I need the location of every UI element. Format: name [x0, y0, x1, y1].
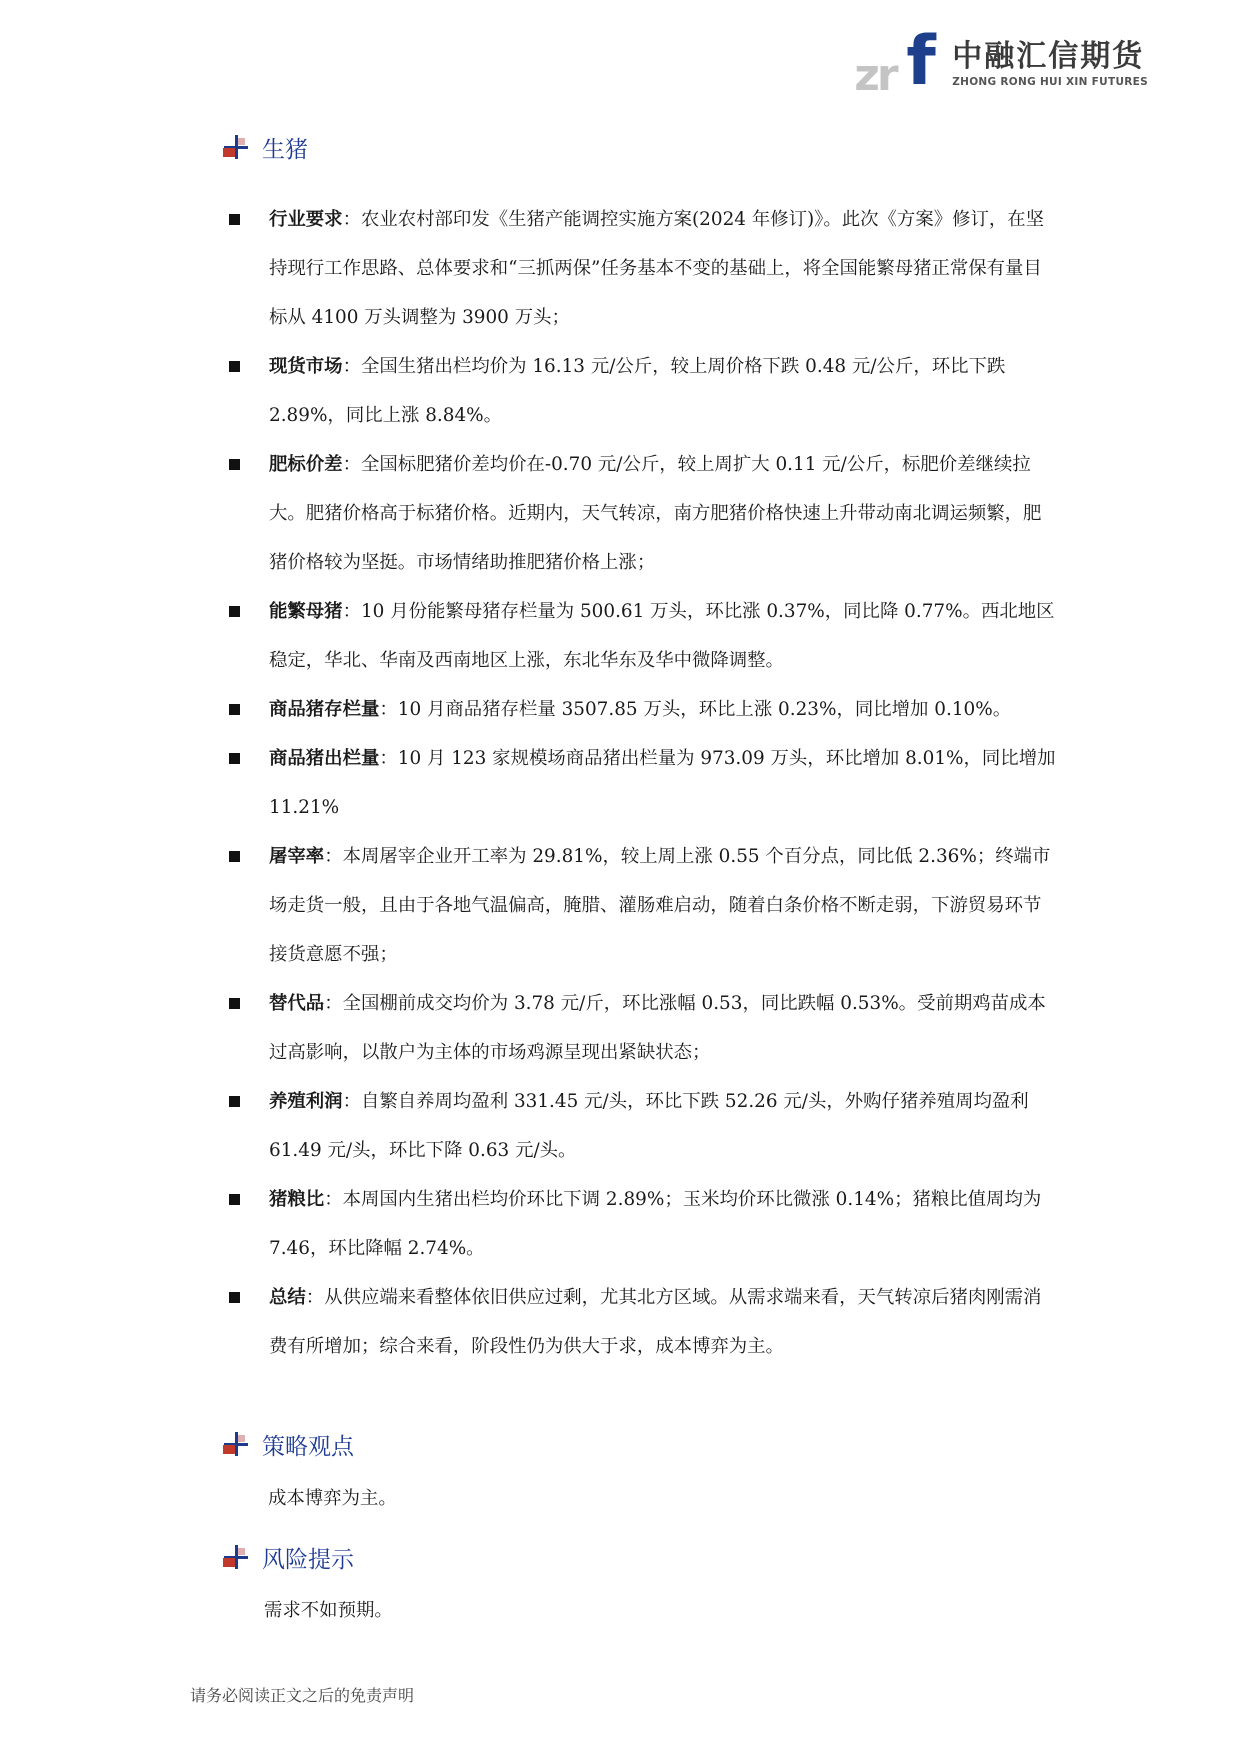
list-item: [226, 440, 1056, 587]
logo-english-name: ZHONG RONG HUI XIN FUTURES: [952, 76, 1148, 88]
item-text: ：全国棚前成交均价为 3.78 元/斤，环比涨幅 0.53，同比跌幅 0.53%。受前期鸡苗成本过高影响，以散户为主体的市场鸡源呈现出紧缺状态；: [269, 993, 1046, 1063]
square-bullet-icon: [229, 1096, 240, 1107]
item-label: 养殖利润: [269, 1091, 343, 1112]
section-heading-pig: [226, 131, 308, 164]
item-label: 能繁母猪: [269, 601, 343, 622]
item-text: ：从供应端来看整体依旧供应过剩，尤其北方区域。从需求端来看，天气转凉后猪肉刚需消费有所增加；综合来看，阶段性仍为供大于求，成本博弈为主。: [269, 1287, 1042, 1357]
square-bullet-icon: [229, 606, 240, 617]
square-bullet-icon: [229, 998, 240, 1009]
item-text: ：自繁自养周均盈利 331.45 元/头，环比下跌 52.26 元/头，外购仔猪养殖周均盈利 61.49 元/头，环比下降 0.63 元/头。: [269, 1091, 1029, 1161]
item-label: 商品猪出栏量: [269, 748, 380, 769]
section-cross-icon: [226, 1434, 248, 1456]
item-text: ：10 月份能繁母猪存栏量为 500.61 万头，环比涨 0.37%，同比降 0.77%。西北地区稳定，华北、华南及西南地区上涨，东北华东及华中微降调整。: [269, 601, 1055, 671]
square-bullet-icon: [229, 214, 240, 225]
strategy-text: 成本博弈为主。: [268, 1488, 397, 1509]
list-item: [226, 832, 1056, 979]
company-logo: [854, 22, 1148, 101]
item-label: 肥标价差: [269, 454, 343, 475]
item-label: 屠宰率: [269, 846, 325, 867]
item-text: ：本周国内生猪出栏均价环比下调 2.89%；玉米均价环比微涨 0.14%；猪粮比值周均为 7.46，环比降幅 2.74%。: [269, 1189, 1042, 1259]
section-title: 策略观点: [262, 1434, 354, 1460]
square-bullet-icon: [229, 361, 240, 372]
logo-chinese-name: 中融汇信期货: [952, 39, 1145, 74]
list-item: [226, 342, 1056, 440]
item-label: 猪粮比: [269, 1189, 325, 1210]
section-title: 生猪: [262, 137, 308, 163]
section-heading-risk: [226, 1541, 354, 1574]
section-cross-icon: [226, 1547, 248, 1569]
item-label: 商品猪存栏量: [269, 699, 380, 720]
item-text: ：农业农村部印发《生猪产能调控实施方案(2024 年修订)》。此次《方案》修订，在坚持现行工作思路、总体要求和“三抓两保”任务基本不变的基础上，将全国能繁母猪正常保有量目标从 4100 万头调整为 3900 万头；: [269, 209, 1045, 328]
item-label: 现货市场: [269, 356, 343, 377]
section-title: 风险提示: [262, 1547, 354, 1573]
square-bullet-icon: [229, 851, 240, 862]
list-item: [226, 685, 1056, 734]
disclaimer-footer: 请务必阅读正文之后的免责声明: [190, 1686, 415, 1705]
list-item: [226, 1175, 1056, 1273]
list-item: [226, 195, 1056, 342]
logo-mark-f: f: [906, 22, 936, 101]
item-text: ：全国生猪出栏均价为 16.13 元/公斤，较上周价格下跌 0.48 元/公斤，环比下跌 2.89%，同比上涨 8.84%。: [269, 356, 1006, 426]
square-bullet-icon: [229, 1194, 240, 1205]
logo-mark: [854, 22, 946, 101]
square-bullet-icon: [229, 753, 240, 764]
section-cross-icon: [226, 137, 248, 159]
pig-analysis-list: [226, 195, 1056, 1371]
logo-mark-zr: zr: [854, 50, 896, 101]
item-label: 替代品: [269, 993, 325, 1014]
list-item: [226, 587, 1056, 685]
square-bullet-icon: [229, 1292, 240, 1303]
list-item: [226, 734, 1056, 832]
square-bullet-icon: [229, 704, 240, 715]
item-text: ：10 月 123 家规模场商品猪出栏量为 973.09 万头，环比增加 8.01%，同比增加 11.21%: [269, 748, 1056, 818]
item-text: ：本周屠宰企业开工率为 29.81%，较上周上涨 0.55 个百分点，同比低 2.36%；终端市场走货一般，且由于各地气温偏高，腌腊、灌肠难启动，随着白条价格不断走弱，下游贸易环节接货意愿不强；: [269, 846, 1051, 965]
square-bullet-icon: [229, 459, 240, 470]
list-item: [226, 1273, 1056, 1371]
risk-text: 需求不如预期。: [264, 1600, 393, 1621]
item-label: 总结: [269, 1287, 306, 1308]
item-text: ：10 月商品猪存栏量 3507.85 万头，环比上涨 0.23%，同比增加 0.10%。: [379, 699, 1012, 720]
list-item: [226, 979, 1056, 1077]
section-heading-strategy: [226, 1428, 354, 1461]
list-item: [226, 1077, 1056, 1175]
item-label: 行业要求: [269, 209, 343, 230]
item-text: ：全国标肥猪价差均价在-0.70 元/公斤，较上周扩大 0.11 元/公斤，标肥价差继续拉大。肥猪价格高于标猪价格。近期内，天气转凉，南方肥猪价格快速上升带动南北调运频繁，肥猪价格较为坚挺。市场情绪助推肥猪价格上涨；: [269, 454, 1042, 573]
